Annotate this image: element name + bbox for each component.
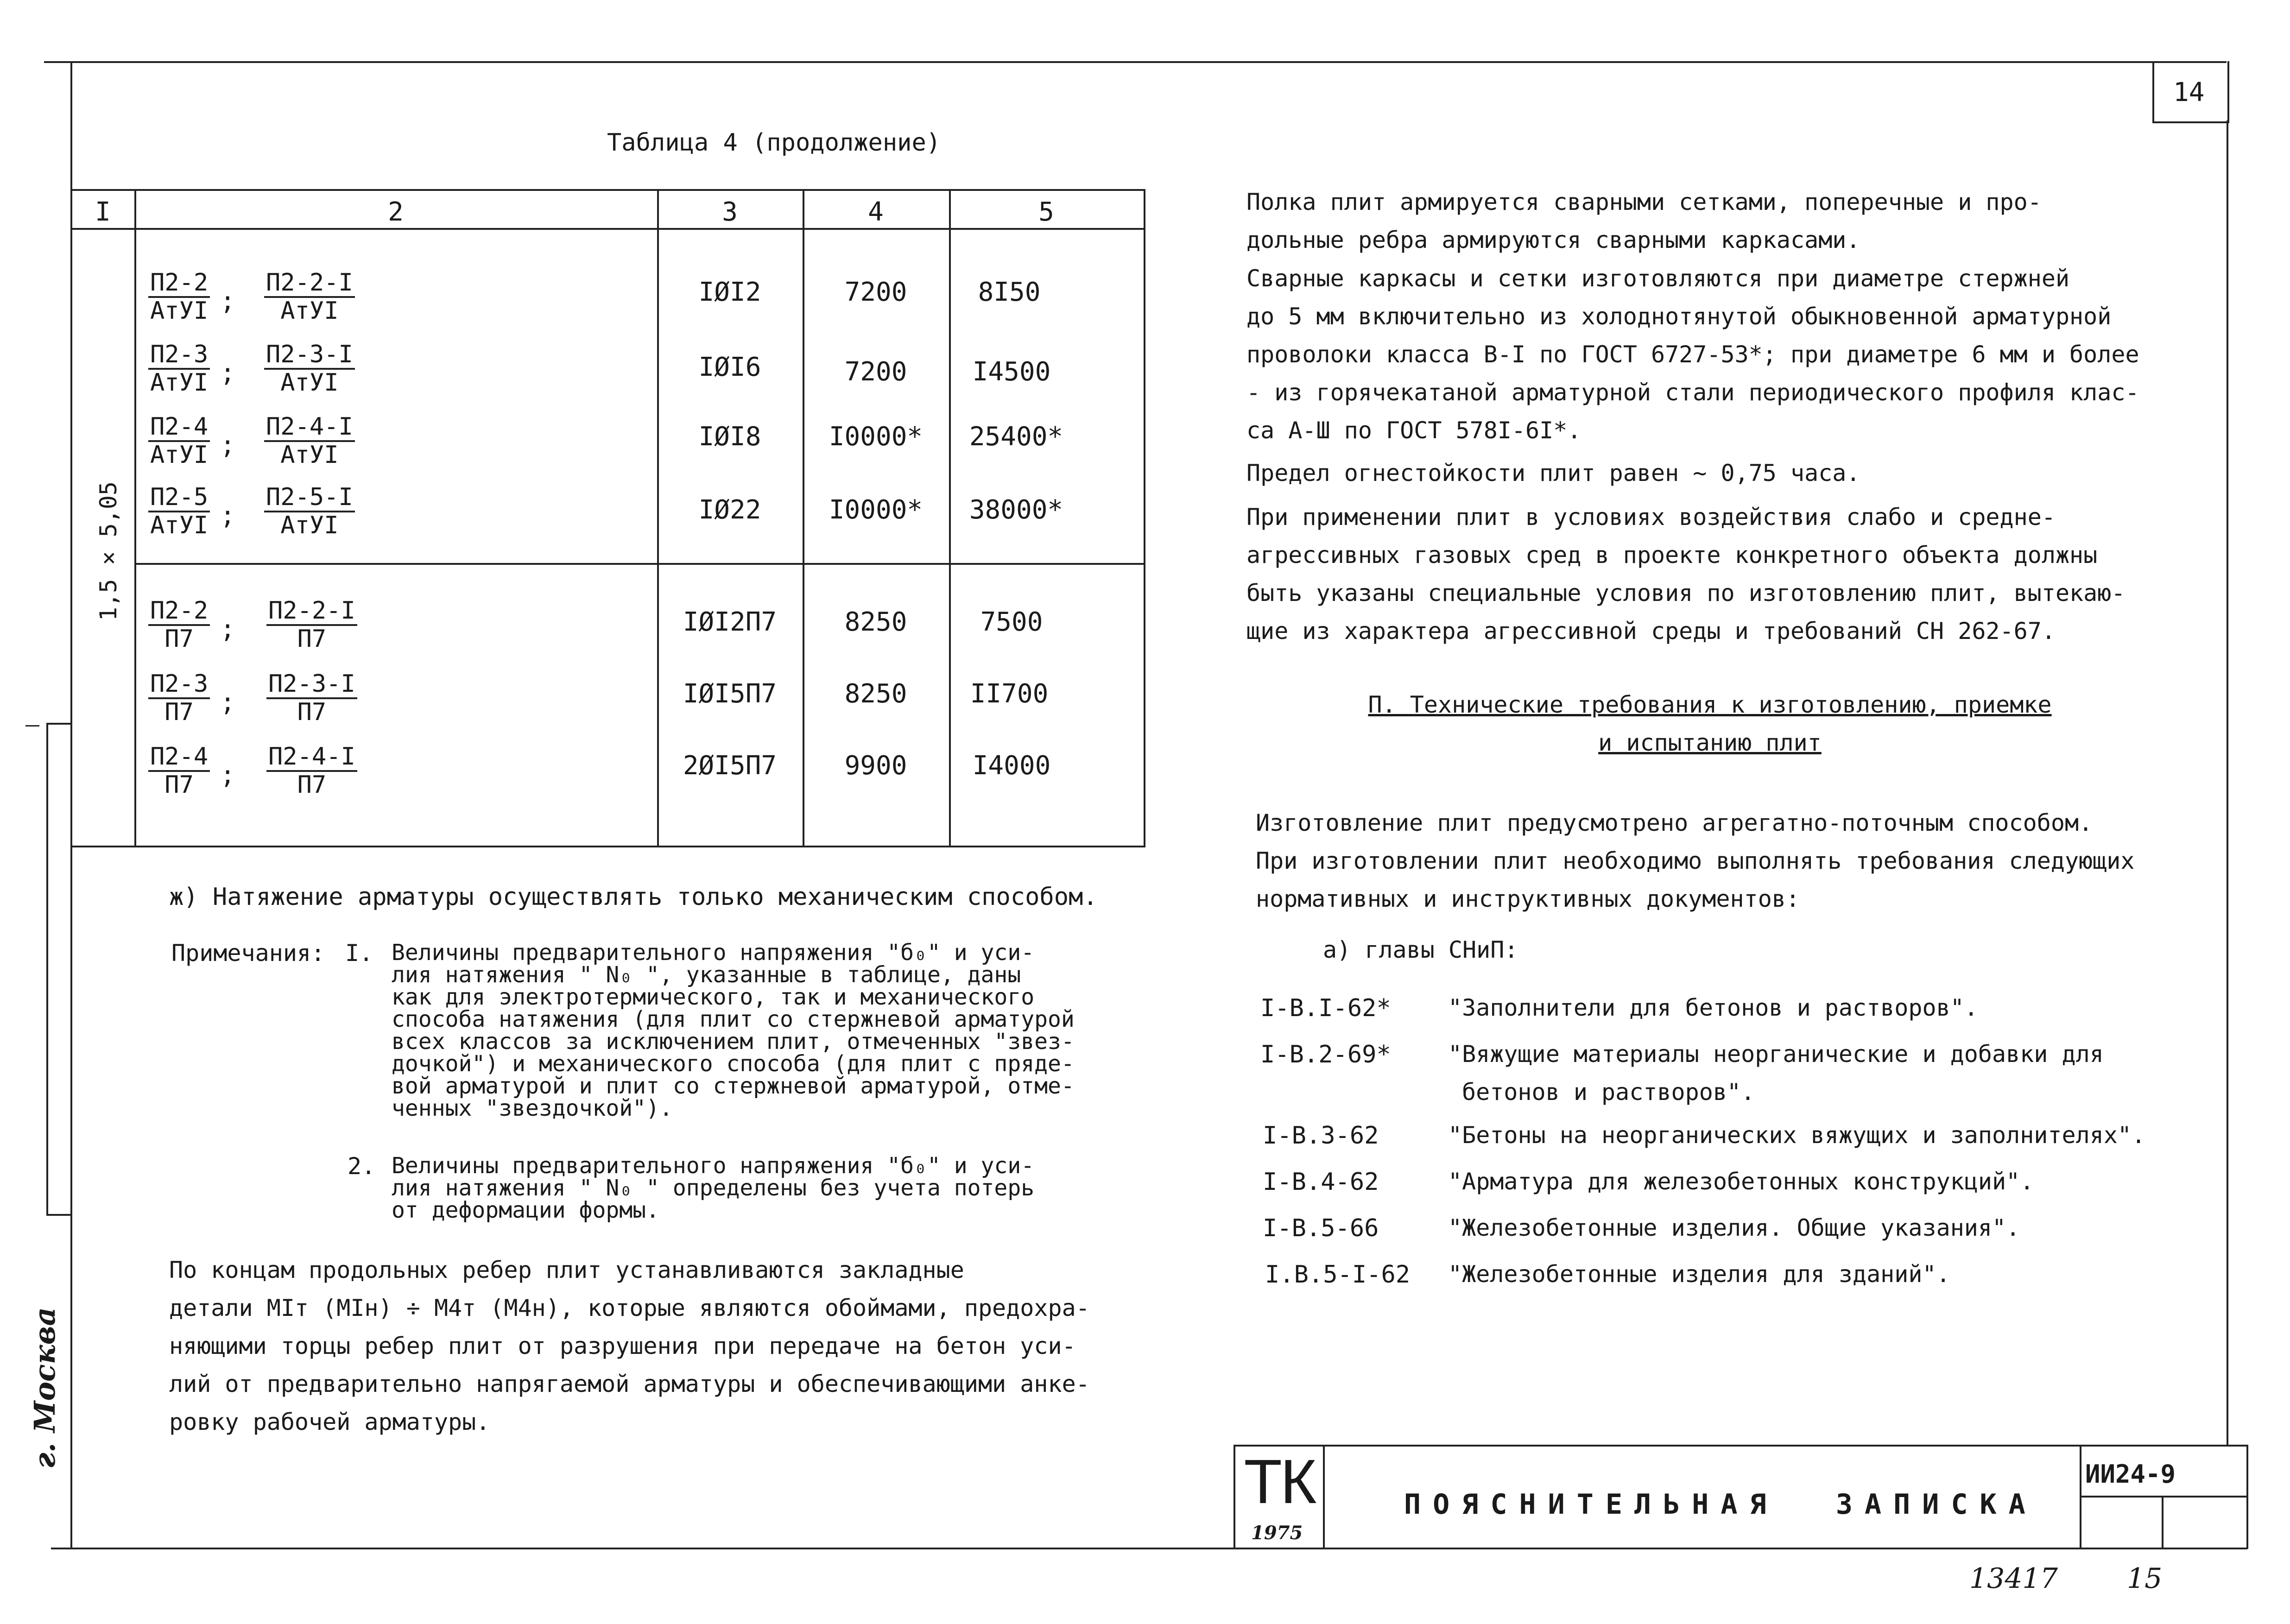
snip-code: I-В.4-62 <box>1263 1168 1379 1196</box>
title-block-left <box>1234 1445 1235 1549</box>
stress-cell: 7200 <box>844 357 907 387</box>
manufacturing-paragraph: Изготовление плит предусмотрено агрегатно-поточным способом. При изготовлении плит необходимо выполнять требования следующих нормативных и инструктивных документов: <box>1256 809 2135 912</box>
force-cell: 25400* <box>969 422 1063 452</box>
snip-title: "Вяжущие материалы неорганические и добавки для <box>1448 1041 2104 1068</box>
binding-strip-left <box>46 723 48 1214</box>
force-cell: 8I50 <box>978 277 1041 307</box>
header-col-2: 2 <box>388 197 404 227</box>
note-2-text: Величины предварительного напряжения "б₀" и уси- лия натяжения " N₀ " определены без учета потерь от деформации формы. <box>392 1153 1035 1223</box>
snip-title: "Железобетонные изделия для зданий". <box>1448 1261 1950 1288</box>
table-footnote: ж) Натяжение арматуры осуществлять только механическим способом. <box>169 883 1098 911</box>
title-block-logo-divider <box>1323 1445 1325 1549</box>
header-col-1: I <box>95 197 111 227</box>
snip-title: "Железобетонные изделия. Общие указания". <box>1448 1214 2020 1241</box>
frame-left-line <box>70 61 72 1549</box>
separator: ; <box>220 286 235 316</box>
separator: ; <box>220 501 235 530</box>
notes-label: Примечания: <box>171 940 325 967</box>
table-right-border <box>1144 189 1145 847</box>
snip-title-continuation: бетонов и растворов". <box>1462 1079 1755 1106</box>
logo-year: 1975 <box>1251 1522 1303 1544</box>
welded-frames-paragraph: Сварные каркасы и сетки изготовляются при диаметре стержней до 5 мм включительно из холоднотянутой обыкновенной арматурной проволоки класса В-I по ГОСТ 6727-53*; при диаметре 6 мм и более - из горячекатаной арматурной стали периодического профиля клас- са А-Ш по ГОСТ 578I-6I*. <box>1246 265 2139 444</box>
separator: ; <box>220 760 235 790</box>
embedded-parts-paragraph: По концам продольных ребер плит устанавливаются закладные детали МIт (МIн) ÷ М4т (М4н), которые являются обоймами, предохра- няющими торцы ребер плит от разрушения при передаче на бетон уси- лий от предварительно напрягаемой арматуры и обеспечивающими анке- ровку рабочей арматуры. <box>169 1257 1090 1435</box>
stress-cell: I0000* <box>829 495 923 525</box>
reinforcement-cell: IØI2П7 <box>683 607 777 637</box>
organization-logo: ТК <box>1244 1447 1315 1517</box>
reinforcement-cell: IØI2 <box>698 277 761 307</box>
note-1-number: I. <box>345 940 373 967</box>
mark-fraction-right: П2-5-I АтУI <box>264 484 355 539</box>
mark-fraction-right: П2-4-I АтУI <box>264 414 355 468</box>
snip-code: I-В.5-66 <box>1263 1214 1379 1242</box>
title-block-sheet-divider <box>2162 1496 2163 1548</box>
stress-cell: 8250 <box>844 679 907 709</box>
note-2-number: 2. <box>348 1153 376 1180</box>
reinforcement-paragraph: Полка плит армируется сварными сетками, поперечные и про- дольные ребра армируются сварными каркасами. <box>1246 189 2042 253</box>
separator: ; <box>220 358 235 387</box>
snip-title: "Бетоны на неорганических вяжущих и заполнителях". <box>1448 1122 2146 1149</box>
separator: ; <box>220 688 235 717</box>
force-cell: II700 <box>970 679 1049 709</box>
title-block-top <box>1234 1445 2248 1447</box>
mark-fraction-left: П2-3 П7 <box>148 671 210 726</box>
snip-code: I-В.3-62 <box>1263 1122 1379 1150</box>
reinforcement-cell: IØI8 <box>698 422 761 452</box>
mark-fraction-left: П2-4 АтУI <box>148 414 210 468</box>
header-col-3: 3 <box>722 197 738 227</box>
frame-right-line <box>2227 120 2228 1446</box>
reinforcement-cell: IØ22 <box>698 495 761 525</box>
mark-fraction-left: П2-3 АтУI <box>148 341 210 396</box>
table-group-separator <box>134 563 1145 565</box>
separator: ; <box>220 430 235 460</box>
document-code: ИИ24-9 <box>2085 1460 2176 1489</box>
aggressive-environment-paragraph: При применении плит в условиях воздействия слабо и средне- агрессивных газовых сред в проекте конкретного объекта должны быть указаны специальные условия по изготовлению плит, вытекаю- щие из характера агрессивной среды и требований СН 262-67. <box>1246 504 2126 645</box>
frame-top-line <box>44 61 2227 63</box>
header-col-5: 5 <box>1038 197 1054 227</box>
table-side-label: 1,5 × 5,05 <box>95 481 122 621</box>
reinforcement-cell: IØI6 <box>698 352 761 382</box>
archive-number: 13417 <box>1969 1562 2058 1595</box>
table-col1-right <box>134 189 136 847</box>
note-1-text: Величины предварительного напряжения "б₀" и уси- лия натяжения " N₀ ", указанные в таблице, даны как для электротермического, так и механического способа натяжения (для плит со стержневой арматурой всех классов за исключением плит, отмеченных "звез- дочкой") и механического способа (для плит с пряде- вой арматурой и плит со стержневой арматурой, отме- ченных "звездочкой"). <box>392 940 1075 1121</box>
snip-code: I.В.5-I-62 <box>1265 1261 1411 1289</box>
document-title: ПОЯСНИТЕЛЬНАЯ ЗАПИСКА <box>1404 1488 2037 1521</box>
snip-title: "Арматура для железобетонных конструкций". <box>1448 1168 2034 1195</box>
mark-fraction-left: П2-5 АтУI <box>148 484 210 539</box>
mark-fraction-left: П2-2 АтУI <box>148 270 210 324</box>
binding-strip-top <box>46 723 72 725</box>
snip-title: "Заполнители для бетонов и растворов". <box>1448 994 1978 1021</box>
force-cell: 7500 <box>980 607 1043 637</box>
margin-tick <box>25 725 39 727</box>
stress-cell: 9900 <box>844 751 907 781</box>
mark-fraction-right: П2-3-I П7 <box>266 671 357 726</box>
sheet-mark: 15 <box>2127 1562 2163 1595</box>
force-cell: 38000* <box>969 495 1063 525</box>
stress-cell: I0000* <box>829 422 923 452</box>
page-number: 14 <box>2173 77 2205 107</box>
stress-cell: 7200 <box>844 277 907 307</box>
reinforcement-cell: IØI5П7 <box>683 679 777 709</box>
table-bottom-border <box>70 846 1145 847</box>
reinforcement-cell: 2ØI5П7 <box>683 751 777 781</box>
mark-fraction-right: П2-4-I П7 <box>266 744 357 798</box>
table-caption: Таблица 4 (продолжение) <box>607 129 941 157</box>
stress-cell: 8250 <box>844 607 907 637</box>
mark-fraction-right: П2-2-I П7 <box>266 598 357 652</box>
snip-code: I-В.I-62* <box>1260 994 1391 1022</box>
frame-bottom-line <box>51 1548 2247 1549</box>
mark-fraction-left: П2-4 П7 <box>148 744 210 798</box>
mark-fraction-right: П2-2-I АтУI <box>264 270 355 324</box>
mark-fraction-right: П2-3-I АтУI <box>264 341 355 396</box>
mark-fraction-left: П2-2 П7 <box>148 598 210 652</box>
snip-label: а) главы СНиП: <box>1323 936 1518 963</box>
header-col-4: 4 <box>868 197 884 227</box>
table-header-border <box>70 228 1145 230</box>
title-block-code-row <box>2080 1496 2247 1498</box>
binding-strip-bottom <box>46 1214 72 1216</box>
table-top-border <box>70 189 1145 191</box>
section-title: П. Технические требования к изготовлению, приемке и испытанию плит <box>1368 691 2052 756</box>
separator: ; <box>220 614 235 644</box>
city-stamp: г. Москва <box>28 1307 62 1469</box>
fire-resistance-paragraph: Предел огнестойкости плит равен ~ 0,75 часа. <box>1246 460 1860 487</box>
force-cell: I4500 <box>972 357 1051 387</box>
force-cell: I4000 <box>972 751 1051 781</box>
snip-code: I-В.2-69* <box>1260 1041 1391 1068</box>
